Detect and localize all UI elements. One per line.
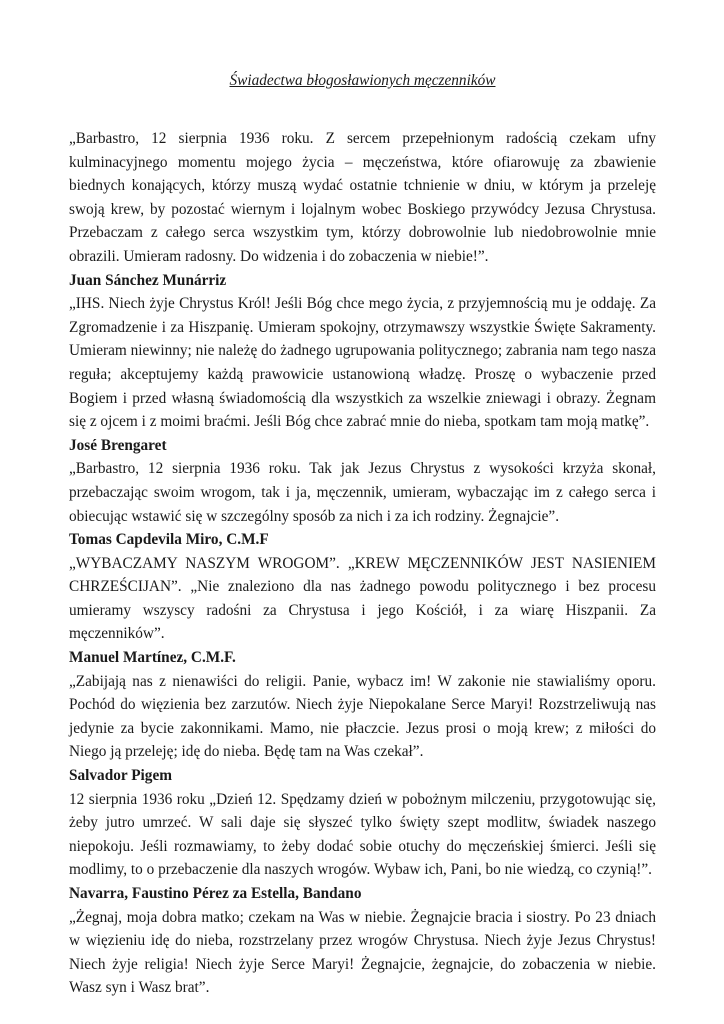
testimony-author: Manuel Martínez, C.M.F. xyxy=(69,649,236,667)
testimony-text: „Barbastro, 12 sierpnia 1936 roku. Z sercem przepełnionym radością czekam ufny kulminacyjnego momentu mojego życia – męczeństwa, które ofiarowuję za zbawienie biednych konających, którzy muszą wydać ostatnie tchnienie w dniu, w którym ja przeleję swoją krew, by pozostać wiernym i lojalnym wobec Boskiego przywódcy Jezusa Chrystusa. Przebaczam z całego serca wszystkim tym, którzy dobrowolnie lub niedobrowolnie mnie obrazili. Umieram radosny. Do widzenia i do zobaczenia w niebie!”. xyxy=(69,130,656,265)
testimony-text: „IHS. Niech żyje Chrystus Król! Jeśli Bóg chce mego życia, z przyjemnością mu je oddaję. Za Zgromadzenie i za Hiszpanię. Umieram spokojny, otrzymawszy wszystkie Święte Sakramenty. Umieram niewinny; nie należę do żadnego ugrupowania politycznego; zabrania nam tego nasza reguła; akceptujemy każdą prawowicie ustanowioną władzę. Proszę o wybaczenie przed Bogiem i przed własną świadomością dla wszystkich za wszelkie zniewagi i obrazy. Żegnam się z ojcem i z moimi braćmi. Jeśli Bóg chce zabrać mnie do nieba, spotkam tam moją matkę”. xyxy=(69,295,656,431)
testimony-author: Salvador Pigem xyxy=(69,767,172,785)
testimony-text: 12 sierpnia 1936 roku „Dzień 12. Spędzamy dzień w pobożnym milczeniu, przygotowując się, żeby jutro umrzeć. W sali daje się słyszeć tylko święty szept modlitw, świadek naszego niepokoju. Jeśli rozmawiamy, to żeby dodać sobie otuchy do męczeńskiej śmierci. Jeśli się modlimy, to o przebaczenie dla naszych wrogów. Wybaw ich, Pani, bo nie wiedzą, co czynią!”. xyxy=(69,790,656,879)
testimony-text: „Barbastro, 12 sierpnia 1936 roku. Tak jak Jezus Chrystus z wysokości krzyża skonał, przebaczając swoim wrogom, tak i ja, męczennik, umieram, wybaczając im z całego serca i obiecując wstawić się w szczególny sposób za nich i za ich rodziny. Żegnajcie”. xyxy=(69,460,656,525)
testimony-author: Navarra, Faustino Pérez za Estella, Bandano xyxy=(69,885,362,902)
testimony-author: Juan Sánchez Munárriz xyxy=(69,271,227,289)
testimony-text: „Zabijają nas z nienawiści do religii. Panie, wybacz im! W zakonie nie stawialiśmy oporu. Pochód do więzienia bez zarzutów. Niech żyje Niepokalane Serce Maryi! Rozstrzeliwują nas jedynie za bycie zakonnikami. Mamo, nie płaczcie. Jezus prosi o moją krew; z miłości do Niego ją przeleję; idę do nieba. Będę tam na Was czekał”. xyxy=(69,672,656,761)
testimony-author: José Brengaret xyxy=(69,436,167,454)
testimony-author: Tomas Capdevila Miro, C.M.F xyxy=(69,531,269,549)
testimony-text: „Żegnaj, moja dobra matko; czekam na Was w niebie. Żegnajcie bracia i siostry. Po 23 dniach w więzieniu idę do nieba, rozstrzelany przez wrogów Chrystusa. Niech żyje Jezus Chrystus! Niech żyje religia! Niech żyje Serce Maryi! Żegnajcie, żegnajcie, do zobaczenia w niebie. Wasz syn i Wasz brat”. xyxy=(69,908,656,997)
testimony-text: „WYBACZAMY NASZYM WROGOM”. „KREW MĘCZENNIKÓW JEST NASIENIEM CHRZEŚCIJAN”. „Nie znaleziono dla nas żadnego powodu politycznego i bez procesu umieramy wszyscy radośni za Chrystusa i jego Kościół, i za wiarę Hiszpanii. Za męczenników”. xyxy=(69,554,656,643)
document-title: Świadectwa błogosławionych męczenników xyxy=(229,72,496,89)
